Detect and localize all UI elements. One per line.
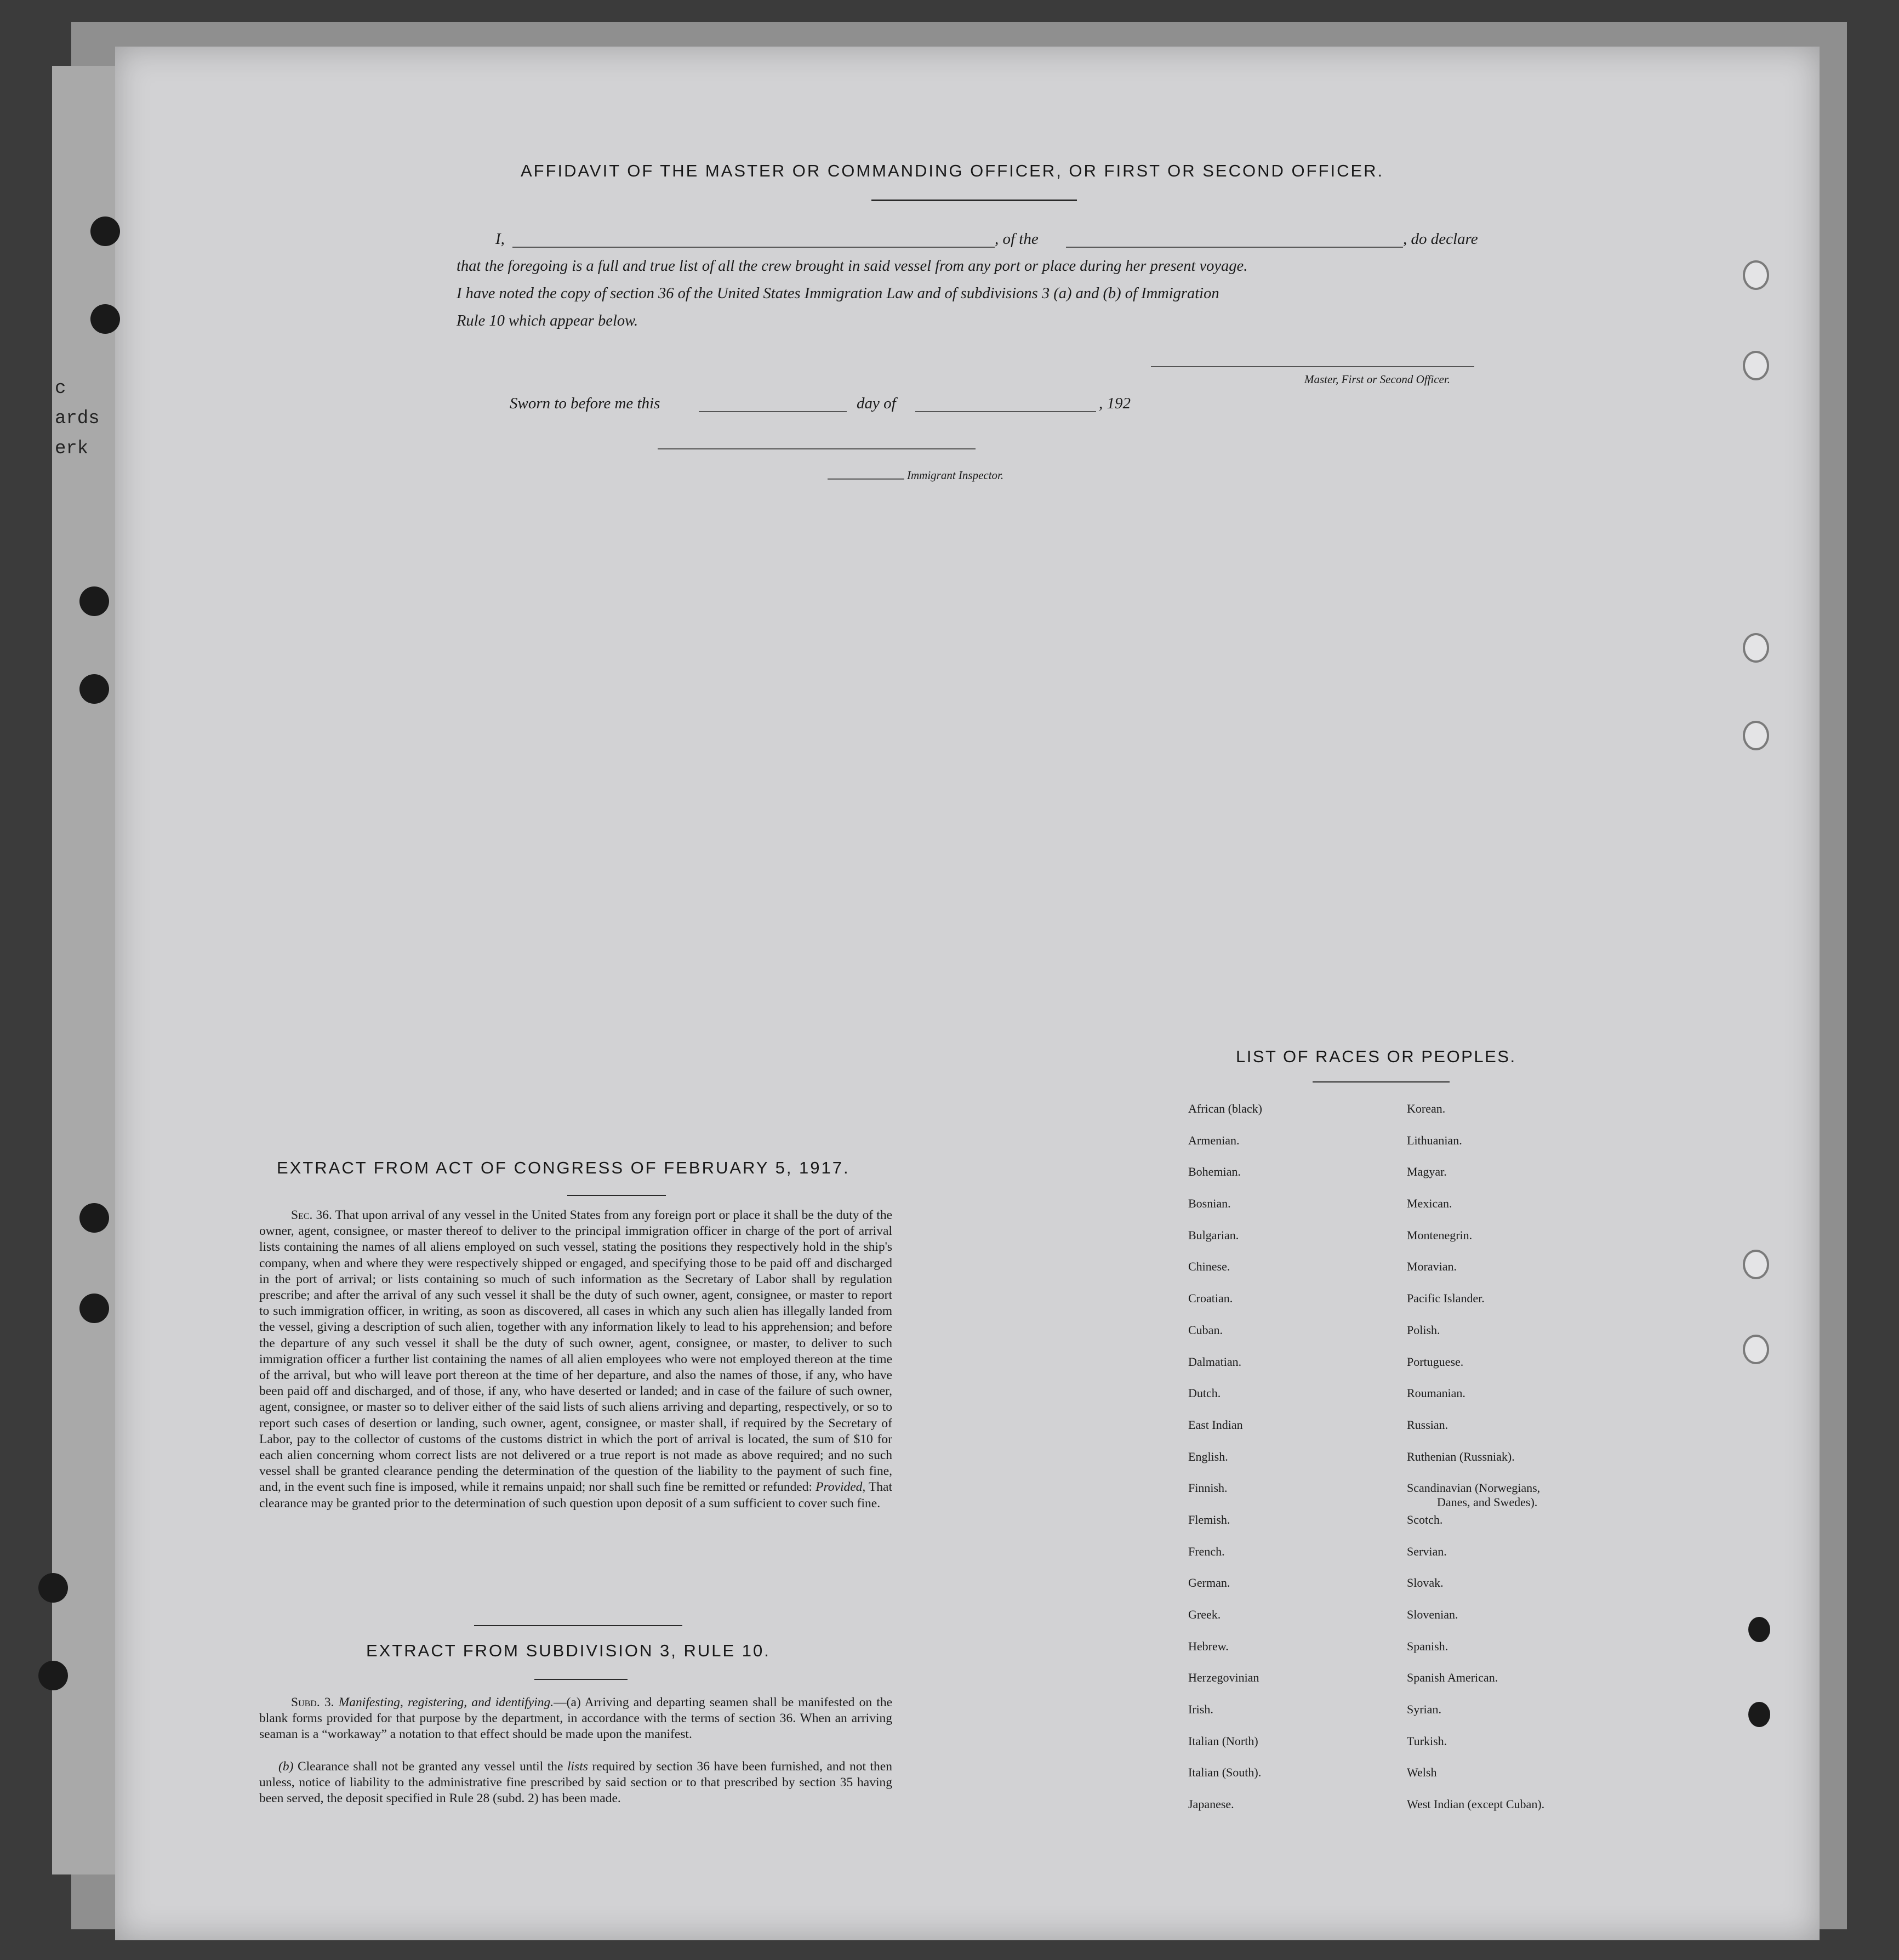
extract-rule-underline [534, 1679, 628, 1680]
race-item: Montenegrin. [1407, 1228, 1473, 1242]
punch-hole-icon [38, 1573, 68, 1603]
sworn-day-of: day of [857, 395, 896, 412]
race-item: Italian (South). [1188, 1765, 1262, 1780]
race-item: Italian (North) [1188, 1734, 1258, 1748]
punch-hole-icon [90, 216, 120, 246]
race-item: Mexican. [1407, 1196, 1452, 1211]
race-item: English. [1188, 1449, 1228, 1463]
race-item: Irish. [1188, 1702, 1213, 1717]
subd-b-pre: Clearance shall not be granted any vessel until the [297, 1759, 563, 1774]
race-item: Spanish. [1407, 1639, 1449, 1653]
race-item: Lithuanian. [1407, 1133, 1462, 1147]
day-blank-line [699, 411, 847, 412]
subd-para-a: —(a) Arriving and departing seamen shall be manifested on the blank forms provided for that purpose by the department, in accordance with the terms of section 36. When an arriving seaman is a “workaway” a notation to that effect should be made upon the manifest. [259, 1695, 892, 1742]
race-item: Roumanian. [1407, 1386, 1465, 1400]
subd-heading: Manifesting, registering, and identifying. [338, 1695, 554, 1710]
race-item: African (black) [1188, 1102, 1262, 1115]
race-item: Bulgarian. [1188, 1228, 1239, 1242]
race-item: Korean. [1407, 1102, 1446, 1115]
race-item: Magyar. [1407, 1165, 1447, 1179]
affidavit-line3: I have noted the copy of section 36 of the United States Immigration Law and of subdivisions 3 (a) and (b) of Immigration [457, 285, 1219, 302]
punch-hole-icon [1748, 1702, 1770, 1727]
hole-ring-icon [1743, 260, 1769, 290]
affidavit-line1-start: I, [495, 230, 505, 248]
vessel-blank-line [1066, 247, 1403, 248]
month-blank-line [915, 411, 1096, 412]
inspector-signature-line [658, 448, 976, 449]
subd-b-label: (b) [278, 1759, 294, 1774]
race-item: German. [1188, 1576, 1230, 1590]
inspector-short-line [828, 478, 904, 480]
master-signature-label: Master, First or Second Officer. [1304, 373, 1450, 386]
affidavit-line1-end: , do declare [1403, 230, 1478, 248]
proviso-text: That clearance may be granted prior to the determination of such question upon deposit of a sum sufficient to cover such fine. [259, 1480, 893, 1511]
race-item: Ruthenian (Russniak). [1407, 1449, 1515, 1463]
race-item: Portuguese. [1407, 1354, 1464, 1369]
race-item: Chinese. [1188, 1260, 1230, 1274]
race-item: Slovenian. [1407, 1608, 1458, 1621]
sworn-year: , 192 [1099, 395, 1131, 412]
race-item: Japanese. [1188, 1797, 1234, 1811]
underlying-page-strip [52, 66, 118, 1874]
race-item: Welsh [1407, 1765, 1437, 1780]
race-item: Cuban. [1188, 1323, 1223, 1337]
race-item: Russian. [1407, 1417, 1449, 1432]
race-item: East Indian [1188, 1417, 1243, 1432]
sec-36-label: Sec. 36. [291, 1208, 332, 1222]
affidavit-line1-mid: , of the [995, 230, 1039, 248]
race-item-continuation: Danes, and Swedes). [1437, 1495, 1538, 1509]
hole-ring-icon [1743, 721, 1769, 750]
race-item: Dalmatian. [1188, 1354, 1242, 1369]
race-item: Bosnian. [1188, 1196, 1231, 1211]
race-item-scandinavian [1407, 1481, 1544, 1513]
extract-act-underline [567, 1195, 666, 1196]
extract-rule-title: EXTRACT FROM SUBDIVISION 3, RULE 10. [366, 1641, 771, 1660]
race-item: Turkish. [1407, 1734, 1447, 1748]
race-item: Scandinavian (Norwegians, [1407, 1481, 1541, 1495]
races-left-column [1188, 1102, 1262, 1829]
sworn-start: Sworn to before me this [510, 395, 660, 412]
punch-hole-icon [90, 304, 120, 334]
race-item: Syrian. [1407, 1702, 1441, 1717]
strip-text-1: c [55, 378, 66, 399]
races-title: LIST OF RACES OR PEOPLES. [1236, 1047, 1516, 1066]
title-underline [871, 200, 1077, 201]
punch-hole-icon [79, 1203, 109, 1233]
inspector-label: Immigrant Inspector. [907, 469, 1004, 482]
affidavit-title: AFFIDAVIT OF THE MASTER OR COMMANDING OFFICER, OR FIRST OR SECOND OFFICER. [521, 161, 1384, 180]
hole-ring-icon [1743, 1335, 1769, 1364]
punch-hole-icon [38, 1661, 68, 1690]
races-right-column [1407, 1102, 1544, 1829]
extract-act-title: EXTRACT FROM ACT OF CONGRESS OF FEBRUARY 5, 1917. [277, 1158, 850, 1177]
race-item: Hebrew. [1188, 1639, 1229, 1653]
races-underline [1313, 1081, 1450, 1082]
section-divider [474, 1625, 682, 1626]
race-item: Servian. [1407, 1544, 1447, 1558]
race-item: Scotch. [1407, 1512, 1443, 1526]
punch-hole-icon [79, 586, 109, 616]
race-item: Finnish. [1188, 1481, 1228, 1495]
punch-hole-icon [79, 1294, 109, 1323]
hole-ring-icon [1743, 633, 1769, 663]
proviso-word: Provided, [816, 1480, 866, 1495]
hole-ring-icon [1743, 1250, 1769, 1279]
punch-hole-icon [1748, 1617, 1770, 1642]
race-item: Polish. [1407, 1323, 1440, 1337]
subd-b-post: required by section 36 have been furnished, and not then unless, notice of liability to the administrative fine prescribed by said section or to that prescribed by section 35 having been served, the deposit specified in Rule 28 (subd. 2) has been made. [259, 1759, 892, 1806]
affidavit-line2: that the foregoing is a full and true list of all the crew brought in said vessel from any port or place during her present voyage. [457, 258, 1248, 275]
sec-36-body: That upon arrival of any vessel in the United States from any foreign port or place it shall be the duty of the owner, agent, consignee, or master thereof to deliver to the principal immigration officer in charge of the port of arrival lists containing the names of all aliens employed on such vessel, stating the positions they respectively hold in the ship's company, when and where they were respectively shipped or engaged, and specifying those to be paid off and discharged in the port of arrival; or lists containing so much of such information as the Secretary of Labor shall by regulation prescribe; and after the arrival of any such vessel it shall be the duty of such owner, agent, consignee, or master to report to such immigration officer, in writing, as soon as discovered, all cases in which any such alien has illegally landed from the vessel, giving a description of such alien, together with any information likely to lead to his apprehension; and before the departure of any such vessel it shall be the duty of such owner, agent, consignee, or master, to deliver to such immigration officer a further list containing the names of all alien employees who were not employed thereon at the time of the arrival, but who will leave port thereon at the time of her departure, and also the names of those, if any, who have been paid off and discharged, and of those, if any, who have deserted or landed; and in case of the failure of such owner, agent, consignee, or master so to deliver either of the said lists of such aliens arriving and departing, respectively, or so to report such cases of desertion or landing, such owner, agent, consignee, or master shall, if required by the Secretary of Labor, pay to the collector of customs of the customs district in which the port of arrival is located, the sum of $10 for each alien concerning whom correct lists are not delivered or a true report is not made as above required; and no such vessel shall be granted clearance pending the determination of the question of the liability to the payment of such fine, and, in the event such fine is imposed, while it remains unpaid; nor shall such fine be remitted or refunded: [259, 1208, 893, 1495]
race-item: Croatian. [1188, 1291, 1233, 1306]
subd-3-paragraph [259, 1695, 892, 1743]
race-item: Bohemian. [1188, 1165, 1241, 1179]
race-item: Pacific Islander. [1407, 1291, 1485, 1306]
race-item: West Indian (except Cuban). [1407, 1797, 1545, 1811]
hole-ring-icon [1743, 351, 1769, 380]
race-item: Herzegovinian [1188, 1671, 1259, 1685]
race-item: Armenian. [1188, 1133, 1240, 1147]
name-blank-line [512, 247, 995, 248]
subd-b-lists: lists [567, 1759, 588, 1774]
affidavit-line4: Rule 10 which appear below. [457, 312, 638, 329]
race-item: Slovak. [1407, 1576, 1444, 1590]
race-item: Greek. [1188, 1608, 1221, 1621]
subd-b-paragraph [259, 1759, 892, 1807]
race-item: French. [1188, 1544, 1225, 1558]
strip-text-2: ards [55, 408, 100, 429]
subd-label: Subd. 3. [291, 1695, 334, 1710]
strip-text-3: erk [55, 438, 89, 459]
race-item: Spanish American. [1407, 1671, 1498, 1685]
race-item: Flemish. [1188, 1512, 1230, 1526]
race-item: Moravian. [1407, 1260, 1457, 1274]
master-signature-line [1151, 366, 1474, 367]
race-item: Dutch. [1188, 1386, 1221, 1400]
sec-36-text [259, 1207, 892, 1512]
punch-hole-icon [79, 674, 109, 704]
